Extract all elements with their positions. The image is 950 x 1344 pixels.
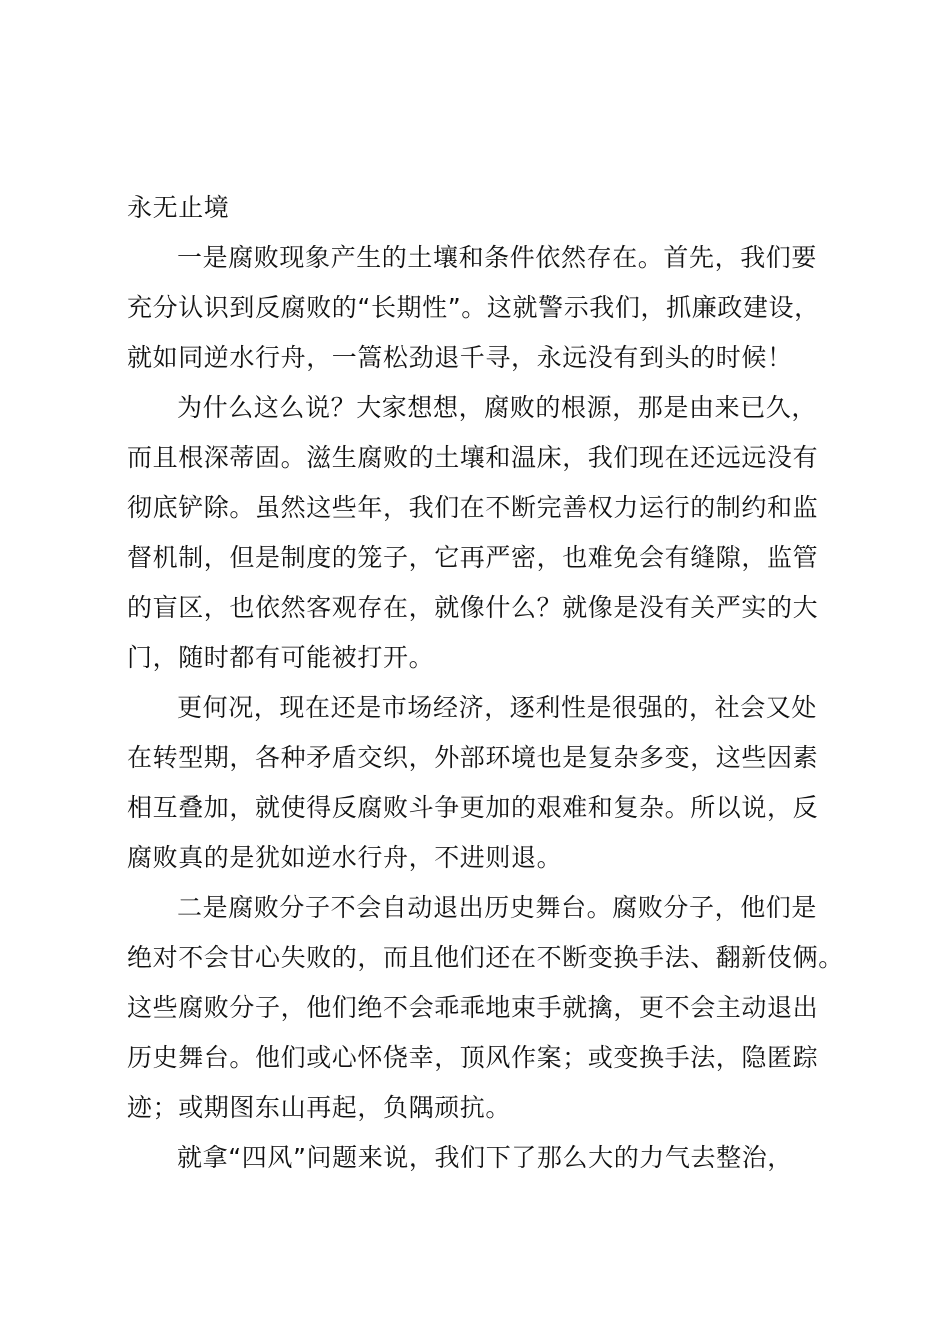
text-line: 这些腐败分子，他们绝不会乖乖地束手就擒，更不会主动退出 [127, 993, 819, 1022]
paragraph-first-line: 为什么这么说？大家想想，腐败的根源，那是由来已久， [177, 393, 818, 422]
text-line: 迹；或期图东山再起，负隅顽抗。 [127, 1093, 512, 1122]
paragraph-first-line: 就拿“四风”问题来说，我们下了那么大的力气去整治， [177, 1143, 793, 1172]
text-line: 彻底铲除。虽然这些年，我们在不断完善权力运行的制约和监 [127, 493, 819, 522]
text-line: 历史舞台。他们或心怀侥幸，顶风作案；或变换手法，隐匿踪 [127, 1043, 819, 1072]
paragraph-first-line: 更何况，现在还是市场经济，逐利性是很强的，社会又处 [177, 693, 818, 722]
text-line: 永无止境 [127, 193, 230, 222]
text-line: 就如同逆水行舟，一篙松劲退千寻，永远没有到头的时候！ [127, 343, 793, 372]
paragraph-first-line: 二是腐败分子不会自动退出历史舞台。腐败分子，他们是 [177, 893, 818, 922]
text-line: 腐败真的是犹如逆水行舟，不进则退。 [127, 843, 563, 872]
text-line: 充分认识到反腐败的“长期性”。这就警示我们，抓廉政建设， [127, 293, 820, 322]
text-line: 相互叠加，就使得反腐败斗争更加的艰难和复杂。所以说，反 [127, 793, 819, 822]
text-line: 而且根深蒂固。滋生腐败的土壤和温床，我们现在还远远没有 [127, 443, 819, 472]
text-line: 的盲区，也依然客观存在，就像什么？就像是没有关严实的大 [127, 593, 819, 622]
document-body [127, 183, 847, 1183]
text-line: 门，随时都有可能被打开。 [127, 643, 435, 672]
text-line: 督机制，但是制度的笼子，它再严密，也难免会有缝隙，监管 [127, 543, 819, 572]
text-line: 绝对不会甘心失败的，而且他们还在不断变换手法、翻新伎俩。 [127, 943, 844, 972]
paragraph-first-line: 一是腐败现象产生的土壤和条件依然存在。首先，我们要 [177, 243, 818, 272]
text-line: 在转型期，各种矛盾交织，外部环境也是复杂多变，这些因素 [127, 743, 819, 772]
